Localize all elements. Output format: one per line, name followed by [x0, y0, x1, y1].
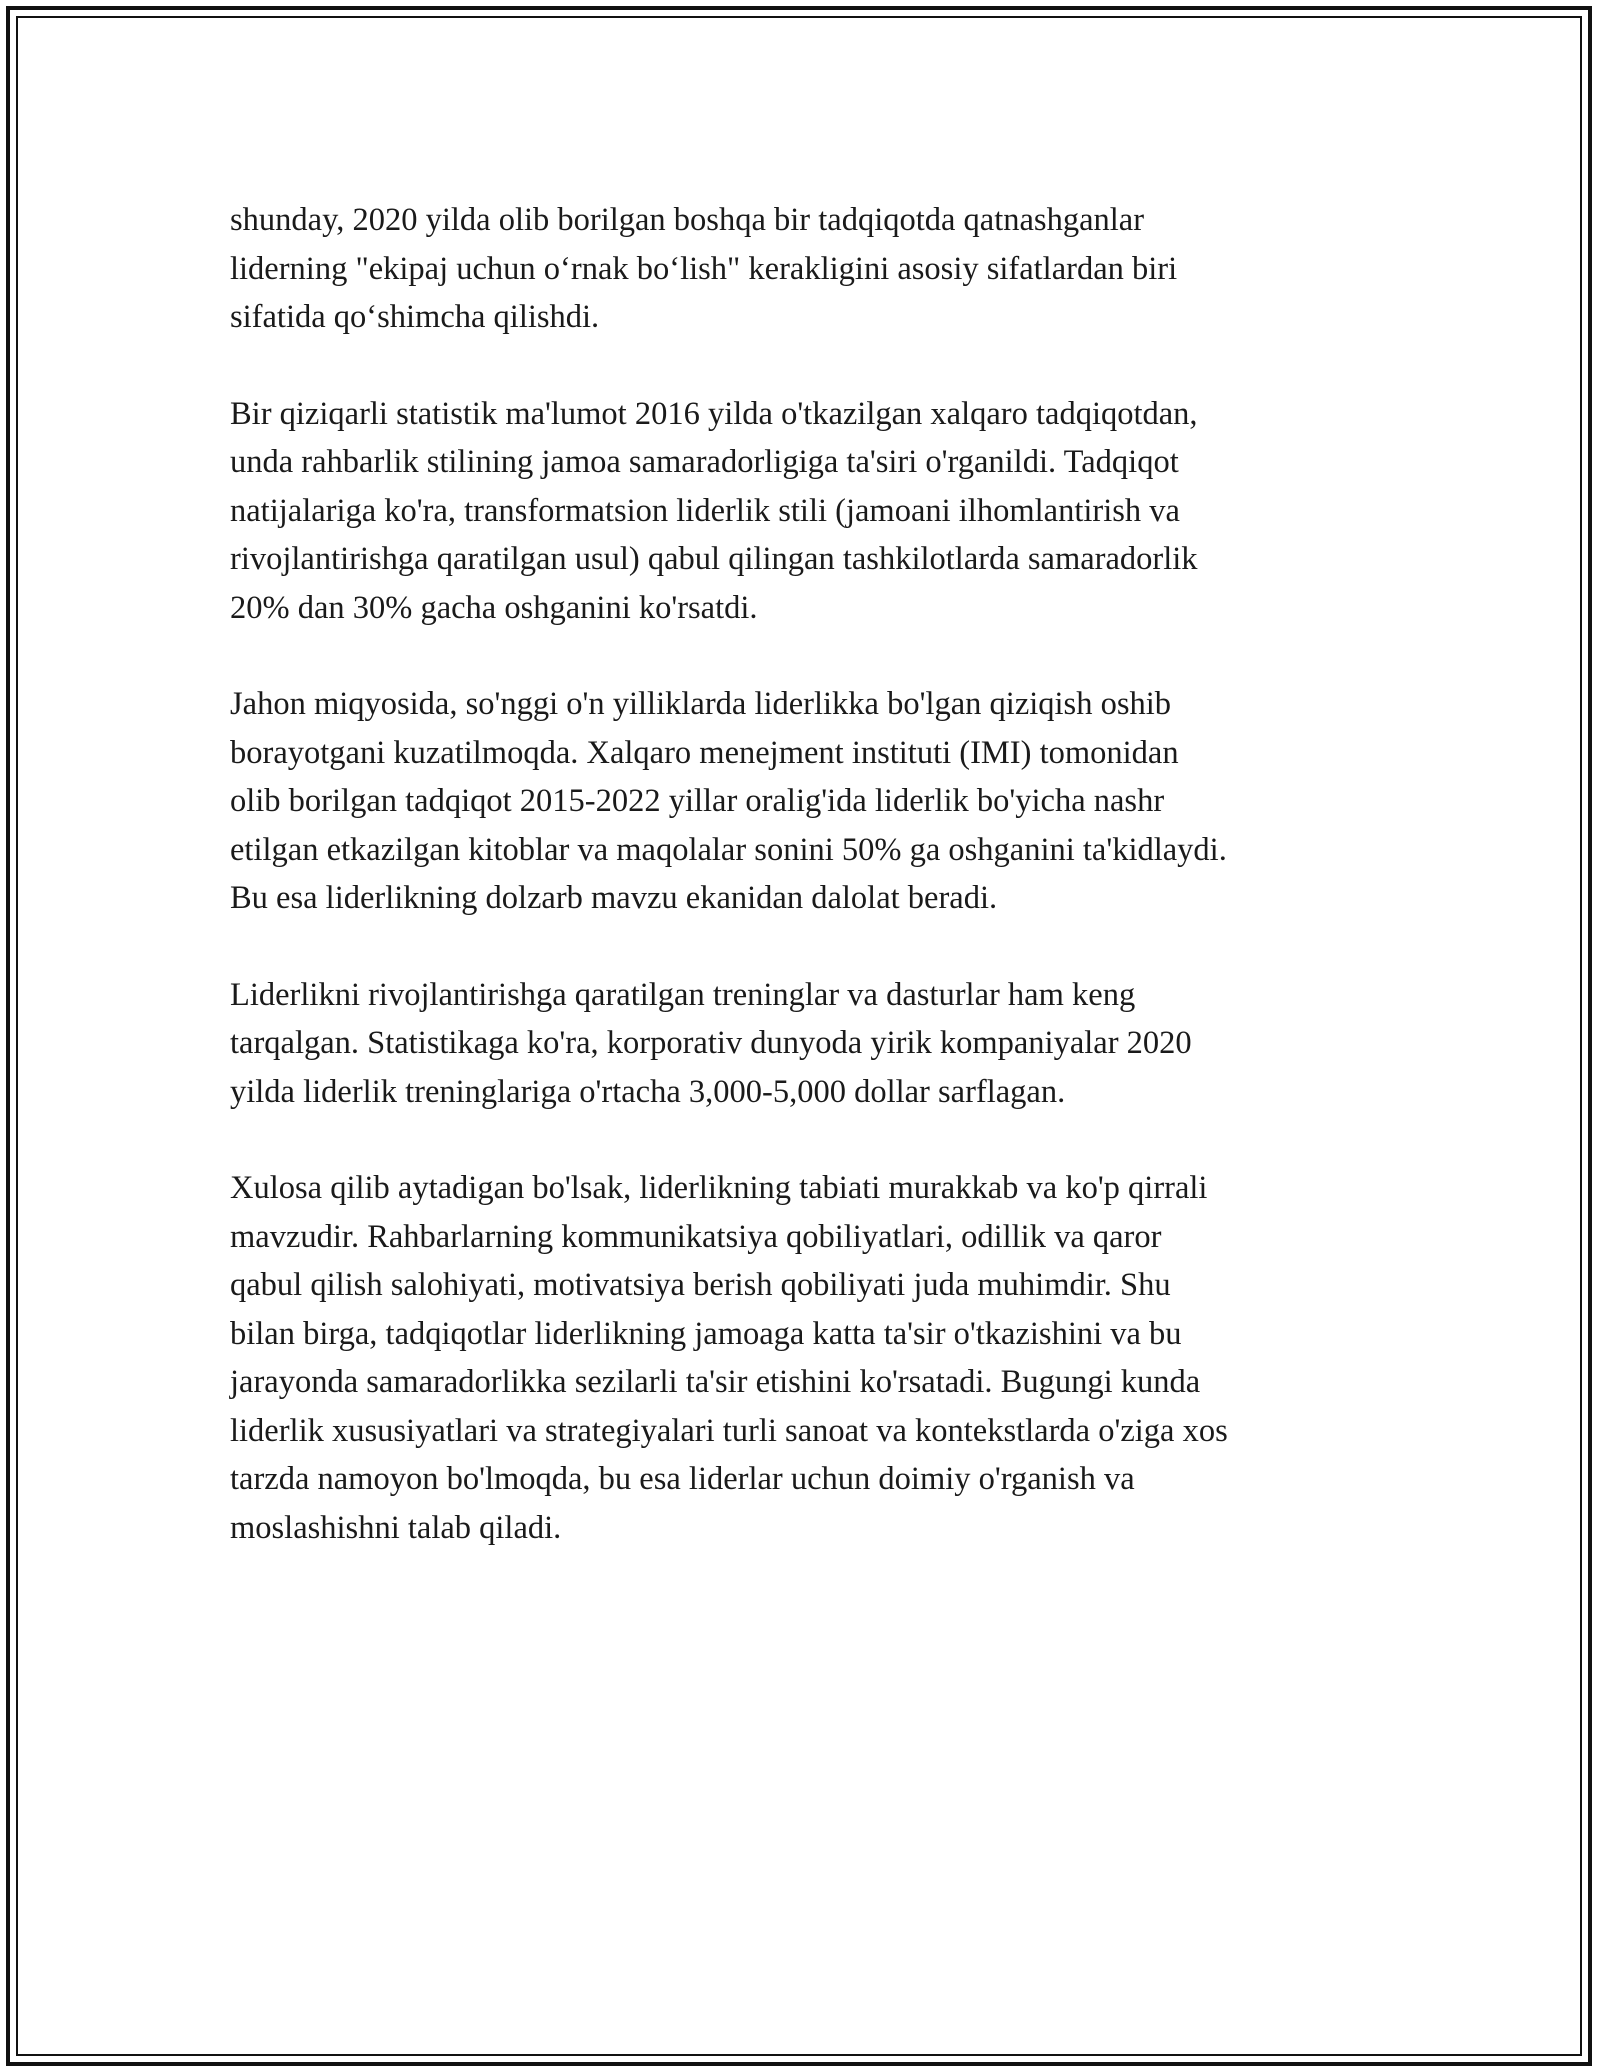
text-line: liderning "ekipaj uchun o‘rnak bo‘lish" kerakligini asosiy sifatlardan biri: [230, 250, 1178, 287]
text-line: 20% dan 30% gacha oshganini ko'rsatdi.: [230, 589, 758, 626]
paragraph-1: [230, 196, 1380, 342]
text-line: mavzudir. Rahbarlarning kommunikatsiya qobiliyatlari, odillik va qaror: [230, 1218, 1162, 1255]
text-line: liderlik xususiyatlari va strategiyalari turli sanoat va kontekstlarda o'ziga xos: [230, 1412, 1228, 1449]
text-line: moslashishni talab qiladi.: [230, 1509, 562, 1546]
text-line: yilda liderlik treninglariga o'rtacha 3,000-5,000 dollar sarflagan.: [230, 1073, 1066, 1110]
text-line: olib borilgan tadqiqot 2015-2022 yillar oralig'ida liderlik bo'yicha nashr: [230, 783, 1165, 819]
text-line: Bu esa liderlikning dolzarb mavzu ekanidan dalolat beradi.: [230, 880, 998, 916]
text-line: shunday, 2020 yilda olib borilgan boshqa bir tadqiqotda qatnashganlar: [230, 202, 1145, 238]
paragraph-2: [230, 390, 1380, 633]
document-body: [230, 196, 1380, 1600]
text-line: qabul qilish salohiyati, motivatsiya berish qobiliyati juda muhimdir. Shu: [230, 1267, 1171, 1303]
text-line: sifatida qo‘shimcha qilishdi.: [230, 299, 600, 335]
text-line: Xulosa qilib aytadigan bo'lsak, liderlikning tabiati murakkab va ko'p qirrali: [230, 1170, 1208, 1206]
text-line: unda rahbarlik stilining jamoa samaradorligiga ta'siri o'rganildi. Tadqiqot: [230, 444, 1179, 480]
paragraph-3: [230, 680, 1380, 923]
paragraph-4: [230, 971, 1380, 1117]
text-line: tarqalgan. Statistikaga ko'ra, korporativ dunyoda yirik kompaniyalar 2020: [230, 1025, 1192, 1061]
paragraph-5: [230, 1164, 1380, 1552]
text-line: etilgan etkazilgan kitoblar va maqolalar sonini 50% ga oshganini ta'kidlaydi.: [230, 831, 1227, 868]
text-line: Liderlikni rivojlantirishga qaratilgan treninglar va dasturlar ham keng: [230, 976, 1136, 1013]
text-line: Bir qiziqarli statistik ma'lumot 2016 yilda o'tkazilgan xalqaro tadqiqotdan,: [230, 395, 1198, 432]
document-page: [6, 6, 1592, 2066]
text-line: bilan birga, tadqiqotlar liderlikning jamoaga katta ta'sir o'tkazishini va bu: [230, 1315, 1182, 1352]
text-line: borayotgani kuzatilmoqda. Xalqaro menejment instituti (IMI) tomonidan: [230, 734, 1179, 771]
text-line: natijalariga ko'ra, transformatsion liderlik stili (jamoani ilhomlantirish va: [230, 492, 1180, 529]
text-line: Jahon miqyosida, so'nggi o'n yilliklarda liderlikka bo'lgan qiziqish oshib: [230, 686, 1172, 722]
text-line: tarzda namoyon bo'lmoqda, bu esa liderlar uchun doimiy o'rganish va: [230, 1461, 1135, 1497]
text-line: jarayonda samaradorlikka sezilarli ta'sir etishini ko'rsatadi. Bugungi kunda: [230, 1364, 1201, 1400]
text-line: rivojlantirishga qaratilgan usul) qabul qilingan tashkilotlarda samaradorlik: [230, 541, 1198, 577]
